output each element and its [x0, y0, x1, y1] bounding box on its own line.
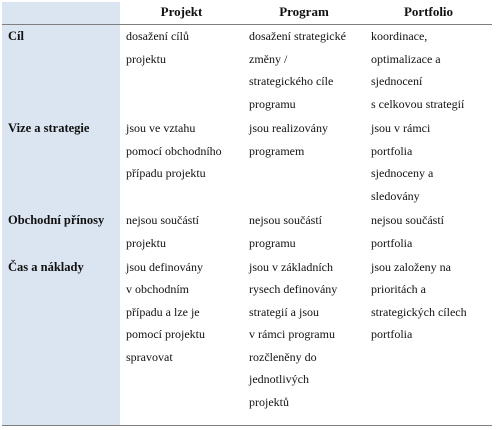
cell-cil-projekt: dosažení cílů projektu: [126, 29, 189, 66]
cell-prinosy-program: nejsou součástí programu: [249, 213, 322, 250]
row-label-obchodni-prinosy: Obchodní přínosy: [2, 209, 120, 255]
row-label-cil: Cíl: [2, 25, 120, 118]
table-row: [2, 209, 492, 255]
header-program: Program: [243, 2, 365, 25]
cell-vize-portfolio: jsou v rámci portfolia sjednoceny a sledovány: [371, 121, 434, 203]
cell-cas-program: jsou v základních rysech definovány strategií a jsou v rámci programu rozčleněny do jednotlivých projektů: [243, 256, 365, 426]
comparison-table: [2, 2, 492, 426]
table-row: [2, 25, 492, 118]
header-projekt: Projekt: [120, 2, 243, 25]
cell-vize-program: jsou realizovány programem: [249, 121, 328, 158]
cell-prinosy-portfolio: nejsou součástí portfolia: [371, 213, 444, 250]
table-row: [2, 117, 492, 209]
cell-vize-projekt: jsou ve vztahu pomocí obchodního případu projektu: [126, 121, 222, 181]
table-row: [2, 256, 492, 426]
row-label-vize: Vize a strategie: [2, 117, 120, 209]
cell-cil-program: dosažení strategické změny / strategického cíle programu: [249, 29, 346, 111]
header-portfolio: Portfolio: [365, 2, 492, 25]
cell-prinosy-projekt: nejsou součástí projektu: [126, 213, 199, 250]
row-label-cas-a-naklady: Čas a náklady: [2, 256, 120, 426]
header-corner-cell: [2, 2, 120, 25]
cell-cil-portfolio: koordinace, optimalizace a sjednocení s celkovou strategií: [371, 29, 465, 111]
table-header-row: [2, 2, 492, 25]
cell-cas-portfolio: jsou založeny na prioritách a strategických cílech portfolia: [365, 256, 492, 426]
cell-cas-projekt: jsou definovány v obchodním případu a lze je pomocí projektu spravovat: [120, 256, 243, 426]
